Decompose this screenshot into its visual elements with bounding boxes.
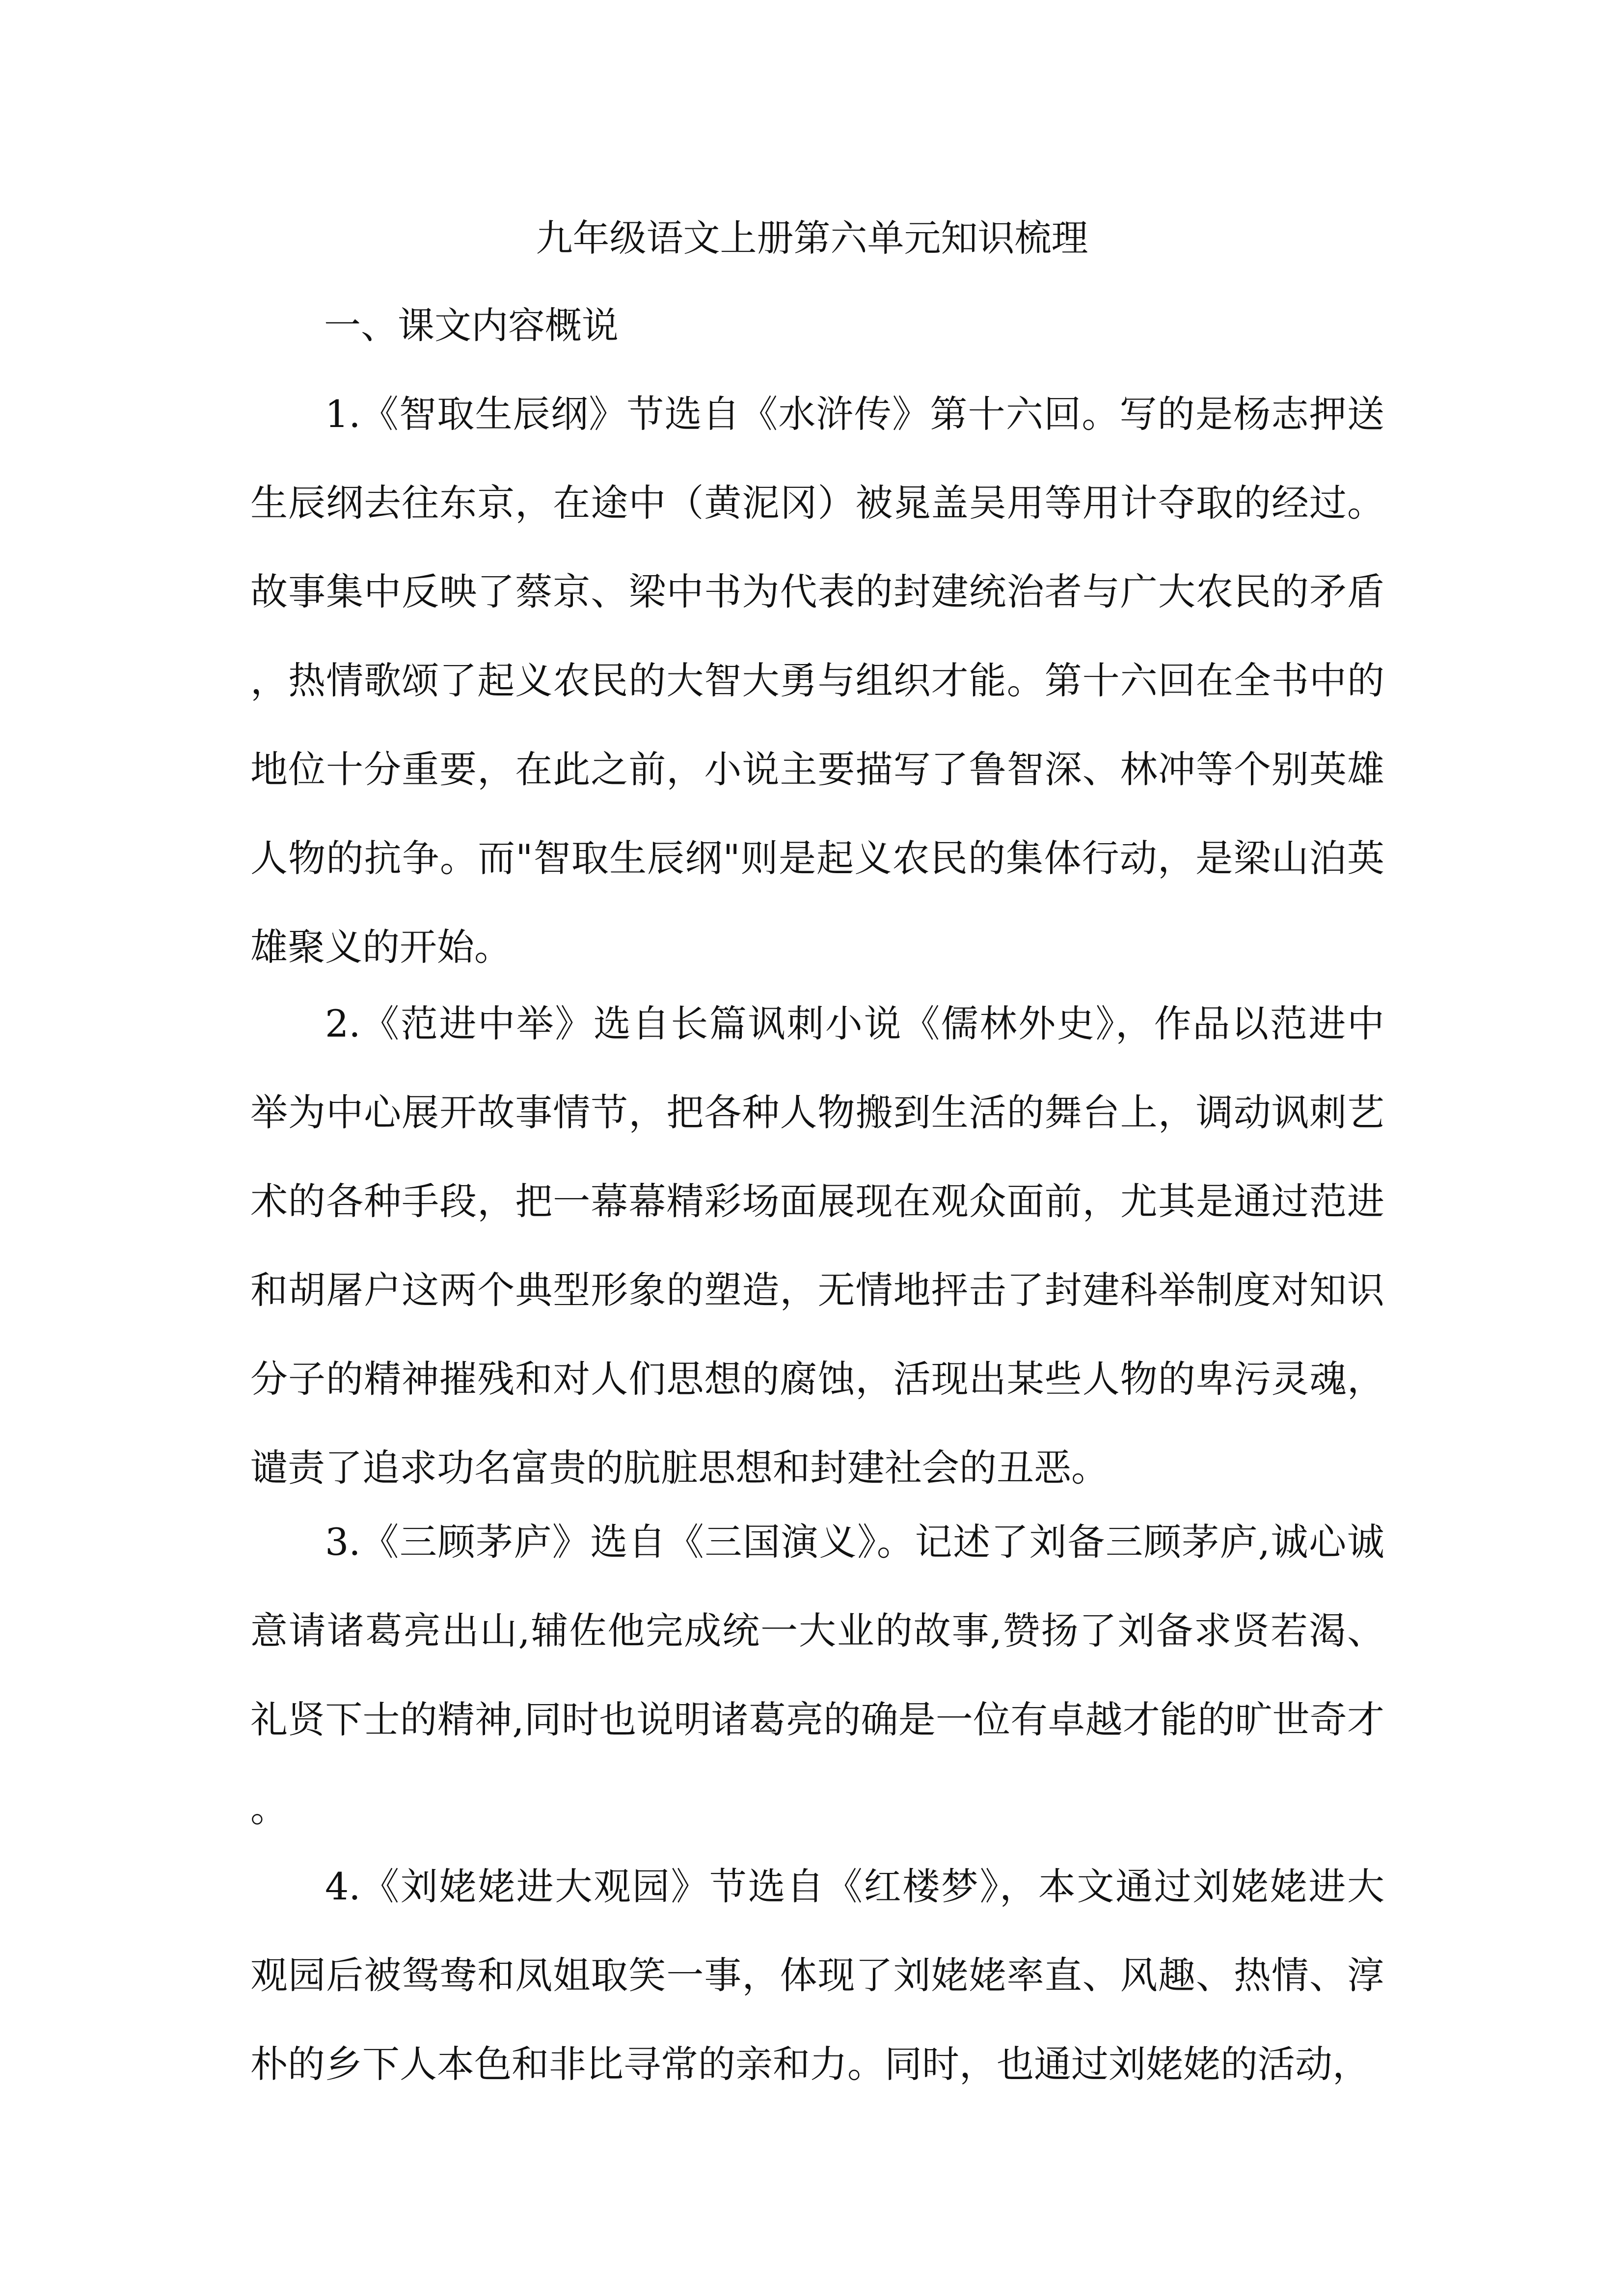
paragraph-3: 3.《三顾茅庐》选自《三国演义》。记述了刘备三顾茅庐,诚心诚意请诸葛亮出山,辅佐他完成统一大业的故事,赞扬了刘备求贤若渴、礼贤下士的精神,同时也说明诸葛亮的确是一位有卓越才能的旷世奇才。 xyxy=(250,1520,1384,1830)
paragraph-2: 2.《范进中举》选自长篇讽刺小说《儒林外史》，作品以范进中举为中心展开故事情节，把各种人物搬到生活的舞台上，调动讽刺艺术的各种手段，把一幕幕精彩场面展现在观众面前，尤其是通过范进和胡屠户这两个典型形象的塑造，无情地抨击了封建科举制度对知识分子的精神摧残和对人们思想的腐蚀，活现出某些人物的卑污灵魂，谴责了追求功名富贵的肮脏思想和封建社会的丑恶。 xyxy=(250,1002,1384,1490)
paragraph-4: 4.《刘姥姥进大观园》节选自《红楼梦》，本文通过刘姥姥进大观园后被鸳鸯和凤姐取笑一事，体现了刘姥姥率直、风趣、热情、淳朴的乡下人本色和非比寻常的亲和力。同时，也通过刘姥姥的活动， xyxy=(250,1865,1384,2086)
paragraph-1: 1.《智取生辰纲》节选自《水浒传》第十六回。写的是杨志押送生辰纲去往东京，在途中（黄泥冈）被晁盖吴用等用计夺取的经过。故事集中反映了蔡京、梁中书为代表的封建统治者与广大农民的矛盾，热情歌颂了起义农民的大智大勇与组织才能。第十六回在全书中的地位十分重要，在此之前，小说主要描写了鲁智深、林冲等个别英雄人物的抗争。而"智取生辰纲"则是起义农民的集体行动，是梁山泊英雄聚义的开始。 xyxy=(250,392,1384,969)
document-title: 九年级语文上册第六单元知识梳理 xyxy=(536,216,1088,260)
section-heading: 一、课文内容概说 xyxy=(324,304,619,347)
